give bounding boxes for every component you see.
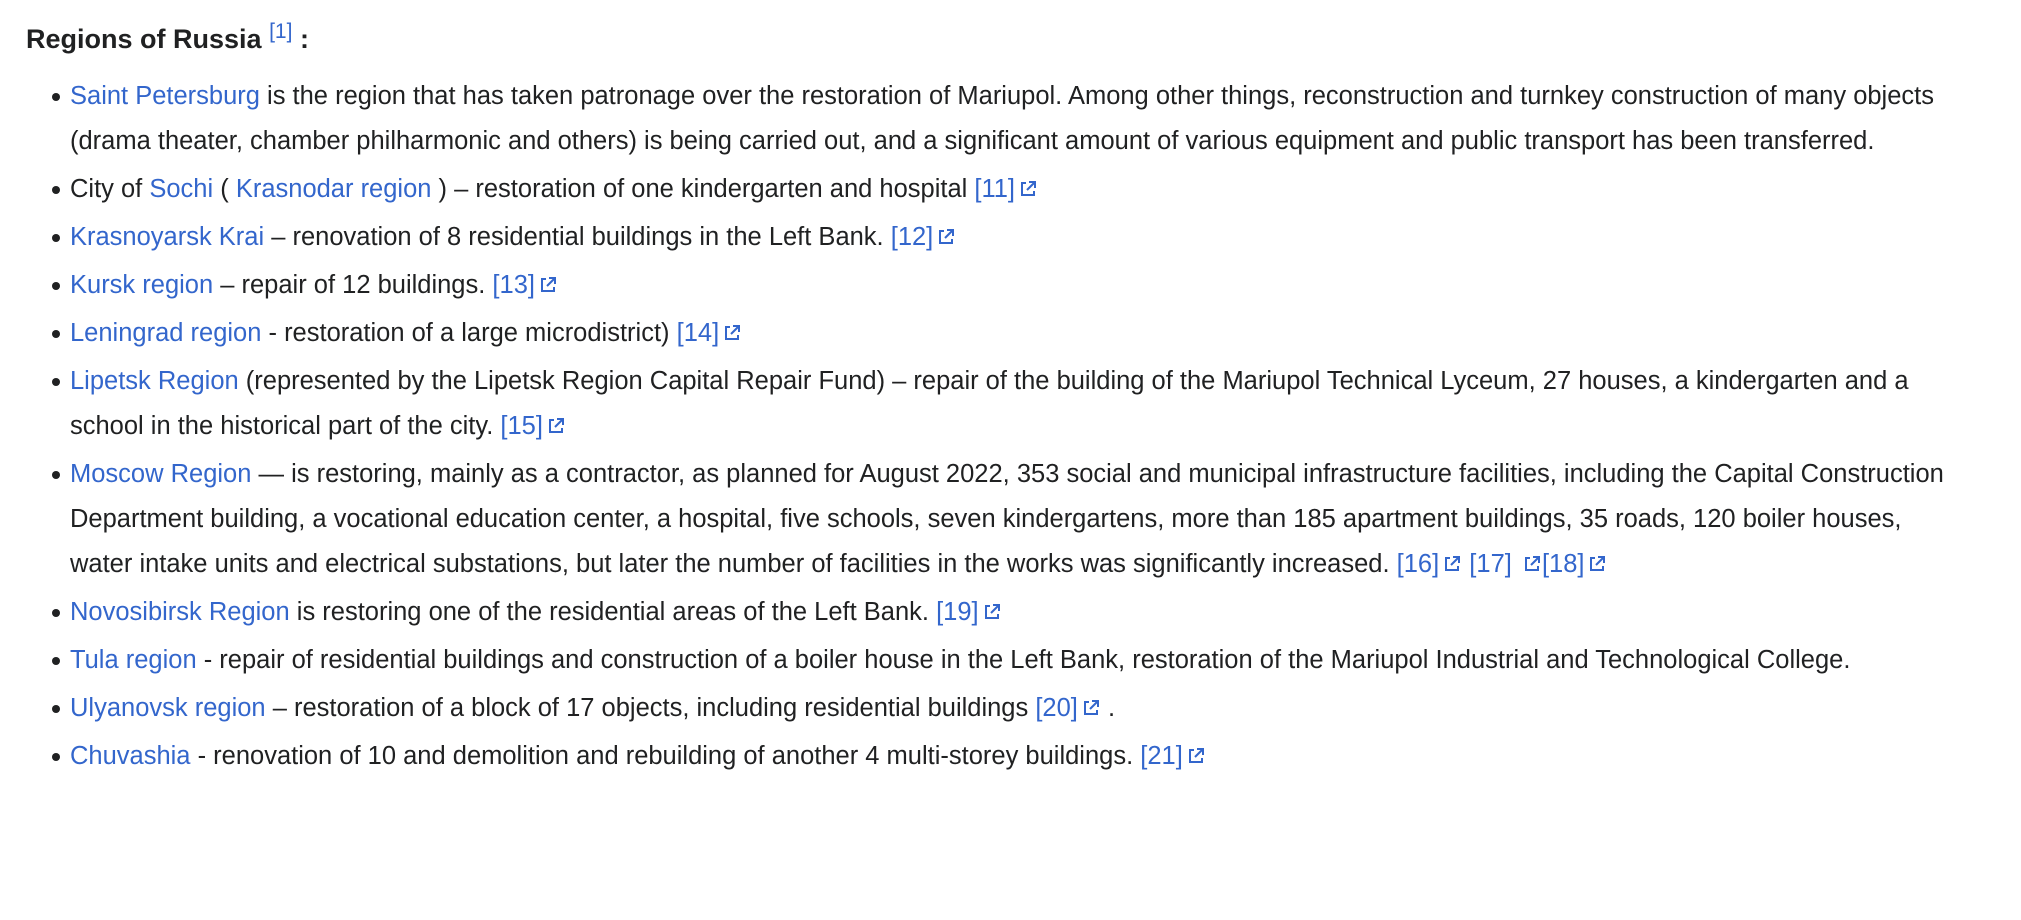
external-ref-link[interactable]: [17] <box>1469 550 1542 578</box>
external-link-icon <box>546 416 566 436</box>
external-ref-link[interactable]: [15] <box>500 412 566 440</box>
list-item-chuvashia <box>70 734 1995 779</box>
item-text: - repair of residential buildings and construction of a boiler house in the Left Bank, restoration of the Mariupol Industrial and Technological College. <box>196 646 1851 674</box>
list-item-leningrad <box>70 311 1995 356</box>
external-link-icon <box>1522 554 1542 574</box>
external-link-icon <box>1081 698 1101 718</box>
region-link[interactable]: Kursk region <box>70 271 214 299</box>
external-link-icon <box>1587 554 1607 574</box>
external-ref-link[interactable]: [11] <box>974 175 1038 203</box>
list-item-ulyanovsk <box>70 686 1995 731</box>
item-text: is restoring one of the residential areas of the Left Bank. <box>289 598 937 626</box>
region-link[interactable]: Krasnoyarsk Krai <box>70 223 265 251</box>
item-text: (represented by the Lipetsk Region Capital Repair Fund) – repair of the building of the Mariupol Technical Lyceum, 27 houses, a kindergarten and a school in the historical part of the city. <box>70 367 1909 440</box>
item-text: – renovation of 8 residential buildings in the Left Bank. <box>264 223 891 251</box>
regions-list <box>26 74 1995 779</box>
list-item-saint-petersburg <box>70 74 1995 164</box>
region-link[interactable]: Saint Petersburg <box>70 82 260 110</box>
item-text: is the region that has taken patronage over the restoration of Mariupol. Among other things, reconstruction and turnkey construction of many objects (drama theater, chamber philharmonic and others) is being carried out, and a significant amount of various equipment and public transport has been transferred. <box>70 82 1934 155</box>
external-ref-link[interactable]: [16] <box>1397 550 1463 578</box>
external-link-icon <box>1018 179 1038 199</box>
heading-suffix: : <box>299 24 309 54</box>
list-item-novosibirsk <box>70 590 1995 635</box>
list-item-kursk <box>70 263 1995 308</box>
region-link[interactable]: Tula region <box>70 646 197 674</box>
item-text: – restoration of a block of 17 objects, including residential buildings <box>265 694 1036 722</box>
list-item-tula <box>70 638 1995 683</box>
region-link[interactable]: Chuvashia <box>70 742 191 770</box>
item-text: — is restoring, mainly as a contractor, as planned for August 2022, 353 social and municipal infrastructure facilities, including the Capital Construction Department building, a vocational education center, a hospital, five schools, seven kindergartens, more than 185 apartment buildings, 35 roads, 120 boiler houses, water intake units and electrical substations, but later the number of facilities in the works was significantly increased. <box>70 460 1944 578</box>
item-mid: ( <box>213 175 236 203</box>
external-ref-link[interactable]: [18] <box>1542 550 1608 578</box>
external-ref-link[interactable]: [21] <box>1140 742 1206 770</box>
heading-title: Regions of Russia <box>26 24 262 54</box>
list-item-lipetsk <box>70 359 1995 449</box>
list-item-moscow <box>70 452 1995 587</box>
item-text: - renovation of 10 and demolition and rebuilding of another 4 multi-storey buildings. <box>190 742 1141 770</box>
external-link-icon <box>538 275 558 295</box>
item-text: - restoration of a large microdistrict) <box>261 319 677 347</box>
item-text: ) – restoration of one kindergarten and hospital <box>431 175 975 203</box>
external-ref-link[interactable]: [20] <box>1035 694 1101 722</box>
section-heading <box>26 18 1995 60</box>
item-prefix: City of <box>70 175 150 203</box>
external-ref-link[interactable]: [14] <box>677 319 743 347</box>
external-link-icon <box>936 227 956 247</box>
region-link[interactable]: Ulyanovsk region <box>70 694 266 722</box>
city-link[interactable]: Sochi <box>149 175 214 203</box>
external-link-icon <box>1442 554 1462 574</box>
external-ref-link[interactable]: [13] <box>492 271 558 299</box>
external-link-icon <box>722 323 742 343</box>
item-text: – repair of 12 buildings. <box>213 271 493 299</box>
region-link[interactable]: Leningrad region <box>70 319 262 347</box>
region-link[interactable]: Lipetsk Region <box>70 367 239 395</box>
list-item-krasnoyarsk <box>70 215 1995 260</box>
external-ref-link[interactable]: [19] <box>936 598 1002 626</box>
region-link[interactable]: Moscow Region <box>70 460 252 488</box>
region-link[interactable]: Novosibirsk Region <box>70 598 290 626</box>
external-link-icon <box>1186 746 1206 766</box>
region-link[interactable]: Krasnodar region <box>235 175 432 203</box>
item-after: . <box>1100 694 1116 722</box>
citation-link-1[interactable]: [1] <box>269 20 293 43</box>
external-link-icon <box>982 602 1002 622</box>
list-item-sochi <box>70 167 1995 212</box>
external-ref-link[interactable]: [12] <box>891 223 957 251</box>
